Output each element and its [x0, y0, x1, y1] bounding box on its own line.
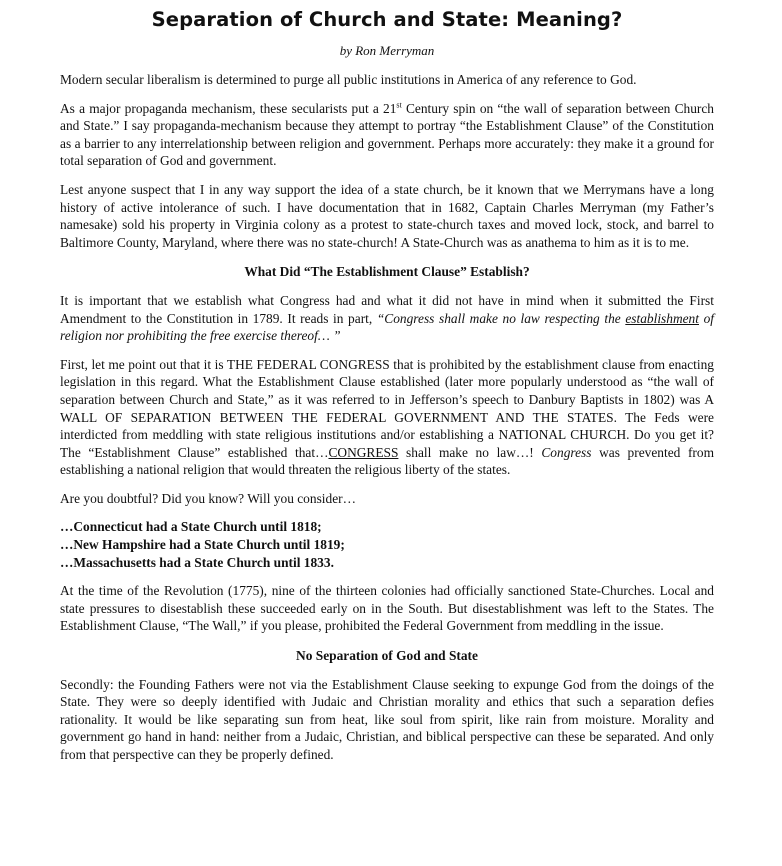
- section-heading-establishment: What Did “The Establishment Clause” Establish?: [244, 264, 530, 280]
- paragraph-doubtful: Are you doubtful? Did you know? Will you consider…: [60, 490, 356, 506]
- paragraph-secondly: Secondly: the Founding Fathers were not via the Establishment Clause seeking to expunge God from the doings of the State. They were so deeply identified with Judaic and Christian morality and ethics that such a separation defies rationality. It would be like separating sun from heat, like soul from spirit, like rain from moisture. Morality and government go hand in hand: neither from a Judaic, Christian, and biblical perspective can these be separated. And only from that perspective can they be properly defined.: [60, 676, 714, 762]
- paragraph-revolution: At the time of the Revolution (1775), nine of the thirteen colonies had officially sanctioned State-Churches. Local and state pressures to disestablish these succeeded early on in the South. But disestablishment was left to the States. The Establishment Clause, “The Wall,” if you please, prohibited the Federal Government from meddling in the issue.: [60, 583, 714, 634]
- list-item: …New Hampshire had a State Church until 1819;: [60, 537, 345, 553]
- list-item: …Massachusetts had a State Church until 1833.: [60, 554, 334, 570]
- byline: by Ron Merryman: [339, 43, 435, 58]
- paragraph-propaganda: As a major propaganda mechanism, these secularists put a 21st Century spin on “the wall of separation between Church and State.” I say propaganda-mechanism because they attempt to portray “the Establishment Clause” of the Constitution as a barrier to any interrelationship between religion and government. Perhaps more accurately: they make it a ground for total separation of God and government.: [60, 100, 714, 169]
- state-church-list: [60, 518, 714, 571]
- paragraph-merryman-history: Lest anyone suspect that I in any way support the idea of a state church, be it known that we Merrymans have a long history of active intolerance of such. I have documentation that in 1682, Captain Charles Merryman (my Father’s namesake) sold his property in Virginia colony as a protest to state-church taxes and moved lock, stock, and barrel to Baltimore County, Maryland, where there was no state-church! A State-Church was as anathema to him as it is to me.: [60, 181, 714, 250]
- document-title: Separation of Church and State: Meaning?: [151, 8, 623, 31]
- paragraph-first-amendment: It is important that we establish what Congress had and what it did not have in mind when it submitted the First Amendment to the Constitution in 1789. It reads in part, “Congress shall make no law respecting the establishment of religion nor prohibiting the free exercise thereof… ”: [60, 292, 715, 344]
- paragraph-intro: Modern secular liberalism is determined to purge all public institutions in America of any reference to God.: [60, 72, 637, 87]
- list-item: …Connecticut had a State Church until 1818;: [60, 519, 322, 535]
- paragraph-federal-congress: First, let me point out that it is THE FEDERAL CONGRESS that is prohibited by the establishment clause from enacting legislation in this regard. What the Establishment Clause established (later more popularly understood as “the wall of separation between Church and State,” as it was referred to in Jefferson’s speech to Danbury Baptists in 1802) was A WALL OF SEPARATION BETWEEN THE FEDERAL GOVERNMENT AND THE STATES. The Feds were interdicted from meddling with state religious institutions and/or establishing a NATIONAL CHURCH. Do you get it? The “Establishment Clause” established that…CONGRESS shall make no law…! Congress was prevented from establishing a national religion that would threaten the religious liberty of the states.: [60, 356, 714, 478]
- section-heading-god-and-state: No Separation of God and State: [296, 648, 478, 664]
